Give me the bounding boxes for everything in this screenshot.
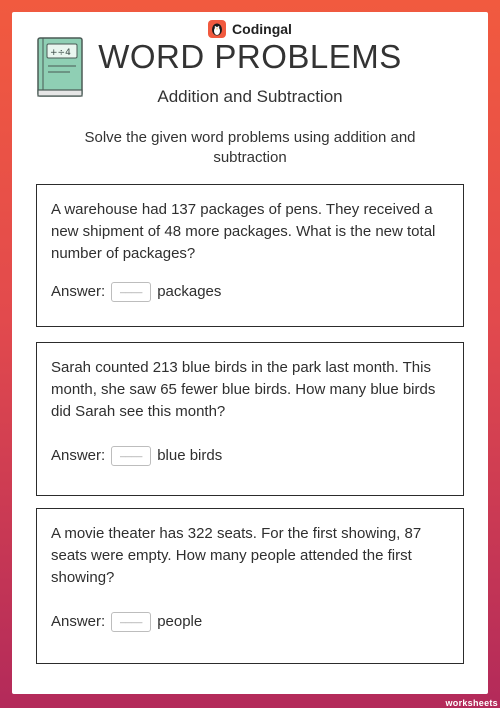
answer-unit: blue birds xyxy=(157,447,223,464)
problem-text: Sarah counted 213 blue birds in the park last month. This month, she saw 65 fewer blue birds. How many blue birds did Sarah see this month? xyxy=(51,359,436,420)
topworksheets-logo xyxy=(445,688,498,708)
answer-input[interactable]: ____ xyxy=(111,612,151,632)
logo-line-top: TOP xyxy=(459,689,474,696)
answer-label: Answer: xyxy=(51,447,106,464)
worksheet-page xyxy=(12,12,488,694)
answer-row xyxy=(51,445,222,467)
answer-row xyxy=(51,611,202,633)
problem-card-3 xyxy=(36,508,464,664)
answer-label: Answer: xyxy=(51,613,106,630)
page-title: WORD PROBLEMS xyxy=(98,38,402,75)
problem-text: A movie theater has 322 seats. For the first showing, 87 seats were empty. How many people attended the first showing? xyxy=(51,525,422,586)
answer-unit: people xyxy=(157,613,203,630)
brand-name: Codingal xyxy=(232,21,292,37)
instructions: Solve the given word problems using addition and subtraction xyxy=(84,129,416,166)
problem-text: A warehouse had 137 packages of pens. They received a new shipment of 48 more packages. What is the new total number of packages? xyxy=(51,201,436,262)
penguin-icon xyxy=(208,20,226,38)
answer-input[interactable]: ____ xyxy=(111,446,151,466)
answer-unit: packages xyxy=(157,283,222,300)
answer-row xyxy=(51,281,221,303)
problem-card-2 xyxy=(36,342,464,496)
problem-card-1 xyxy=(36,184,464,327)
answer-label: Answer: xyxy=(51,283,106,300)
page-subtitle: Addition and Subtraction xyxy=(157,87,343,106)
svg-text:+÷4: +÷4 xyxy=(50,48,71,58)
answer-input[interactable]: ____ xyxy=(111,282,151,302)
logo-line-worksheets: worksheets xyxy=(445,698,498,708)
